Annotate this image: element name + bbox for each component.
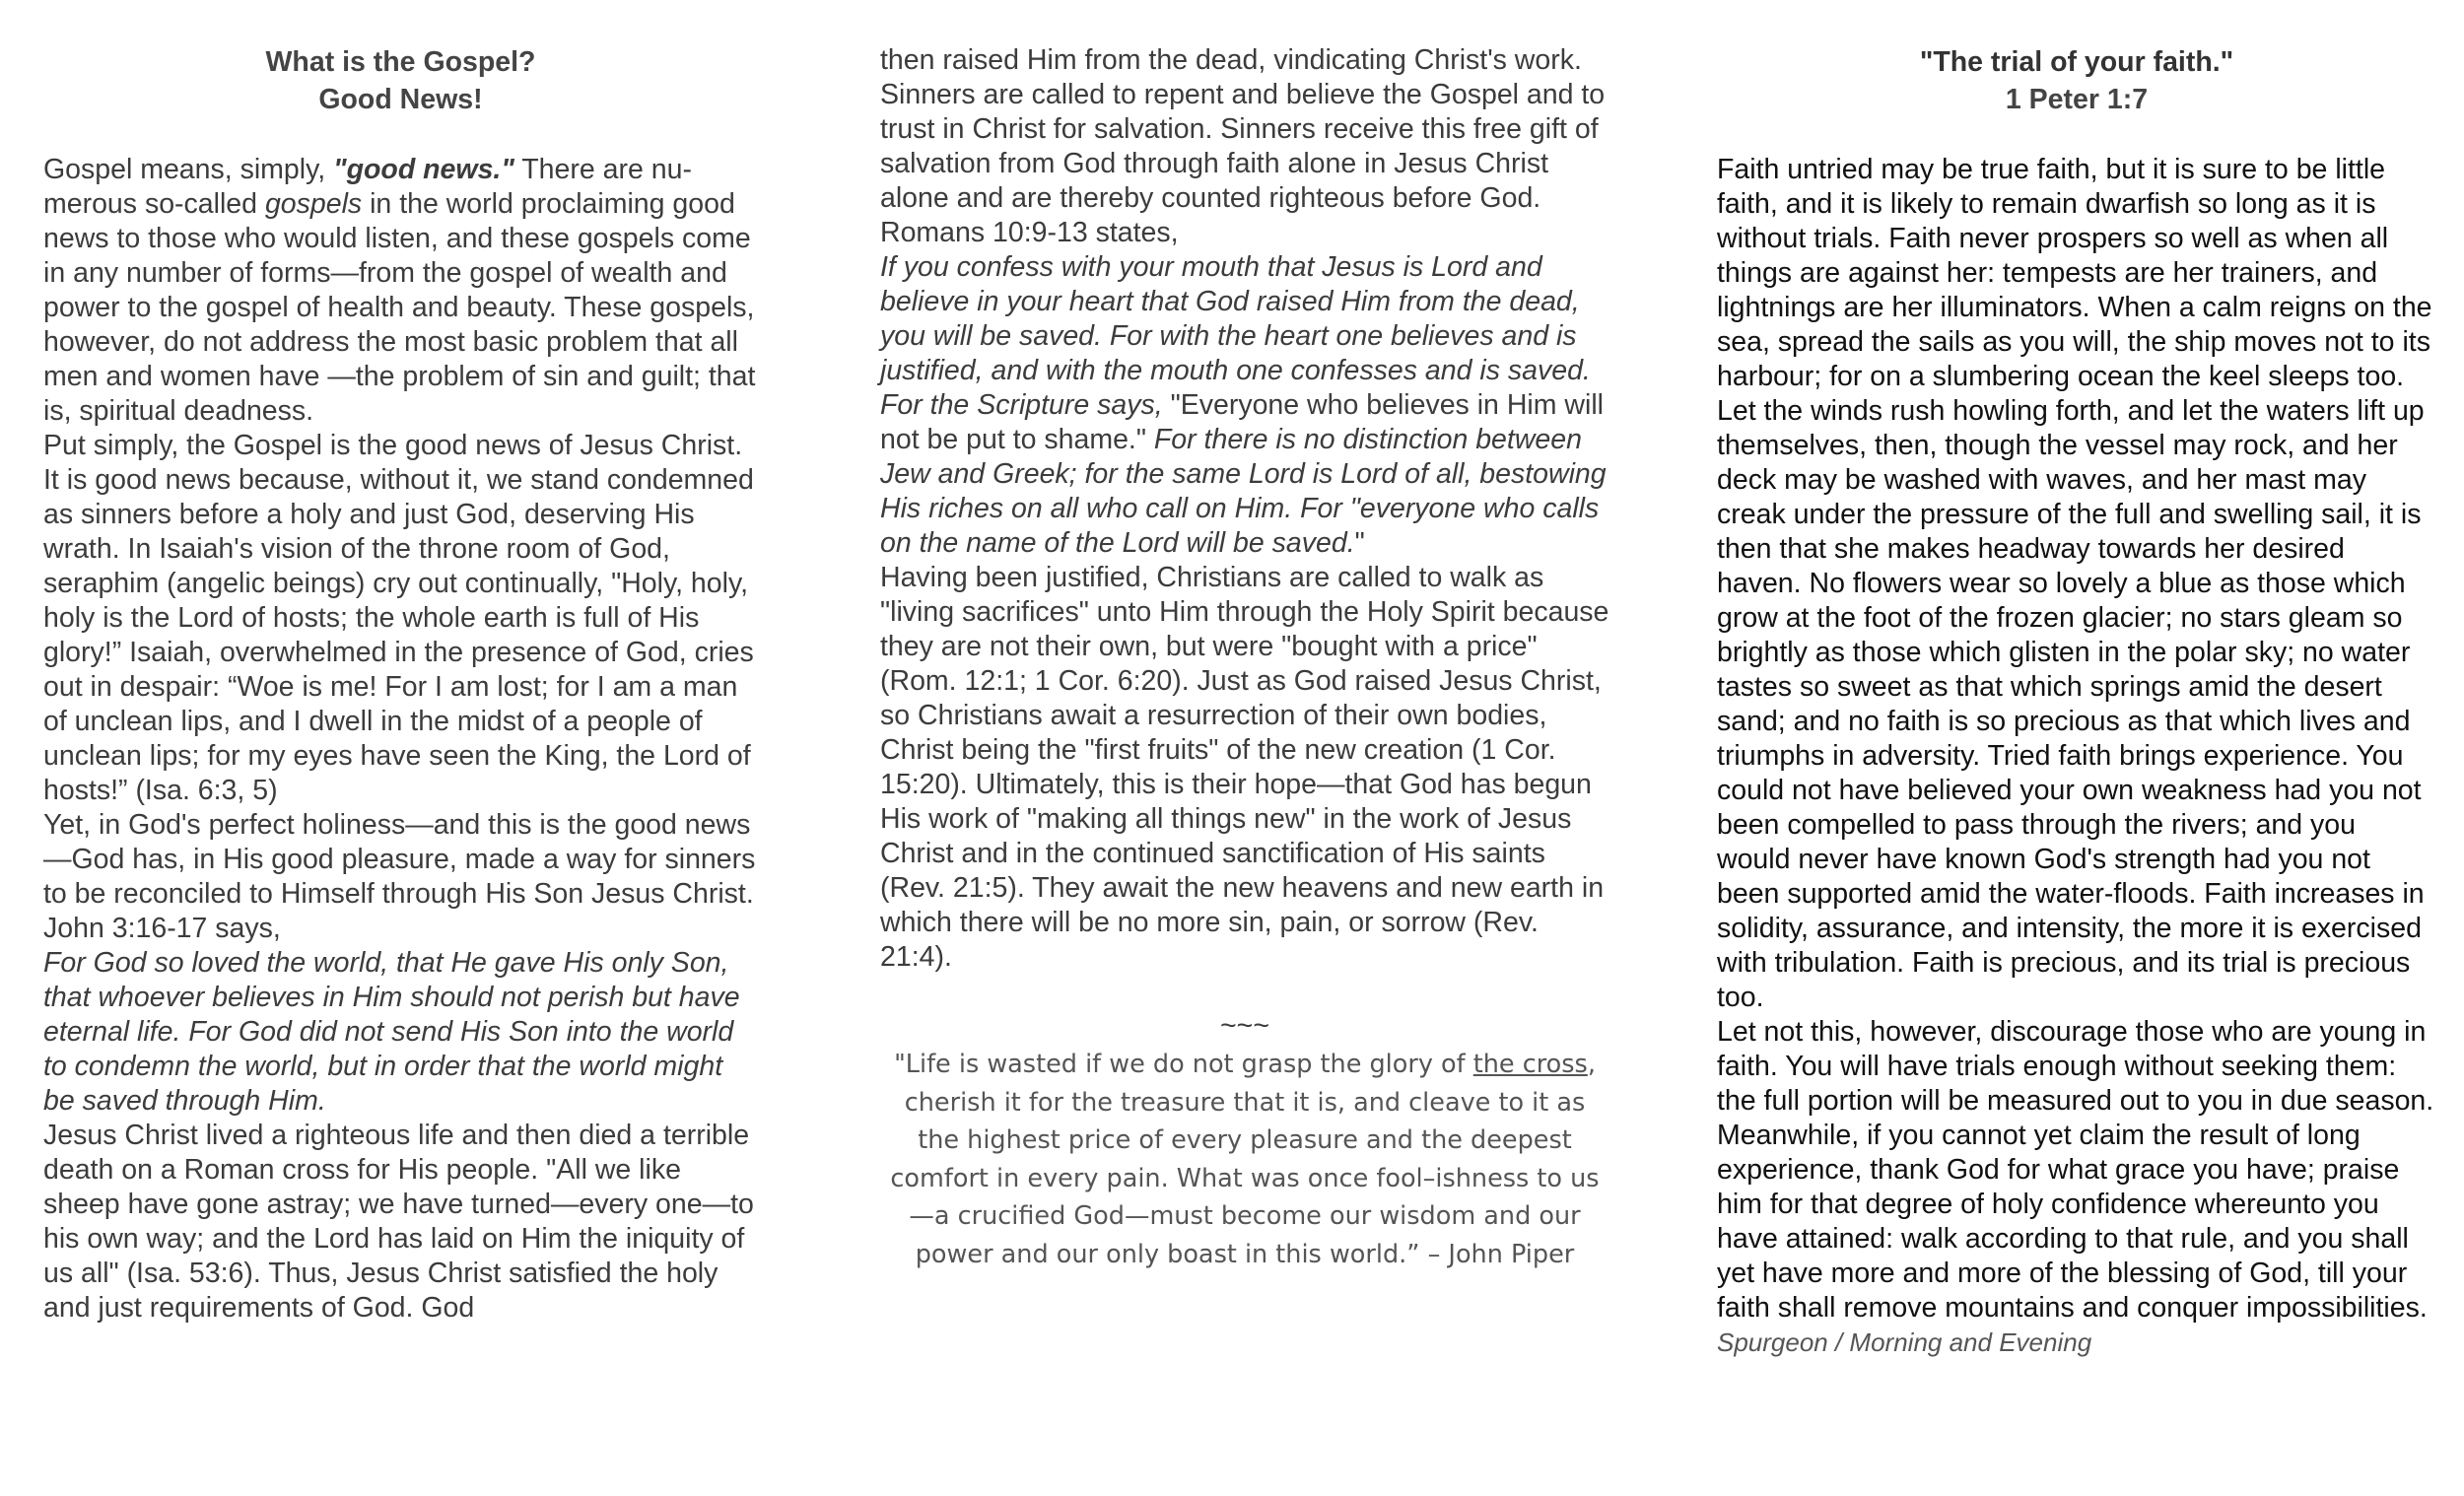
the-cross-link[interactable]: the cross — [1472, 1050, 1588, 1079]
paragraph: Faith untried may be true faith, but it is sure to be little faith, and it is likely to remain dwarfish so long as it is without trials. Faith never prospers so well as when all things are against her: tempests are her trainers, and lightnings are her illuminators. When a calm reigns on the sea, spread the sails as you will, the ship moves not to its harbour; for on a slumbering ocean the keel sleeps too. Let the winds rush howling forth, and let the waters lift up themselves, then, though the vessel may rock, and her deck may be washed with waves, and her mast may creak under the pressure of the full and swelling sail, it is then that she makes headway towards her desired haven. No flowers wear so lovely a blue as those which grow at the foot of the frozen glacier; no stars gleam so brightly as those which glisten in the polar sky; no water tastes so sweet as that which springs amid the desert sand; and no faith is so precious as that which lives and triumphs in adversity. Tried faith brings experience. You could not have believed your own weakness had you not been compelled to pass through the rivers; and you would never have known God's strength had you not been supported amid the water-floods. Faith increases in solidity, assurance, and intensity, the more it is exercised with tribulation. Faith is precious, and its trial is precious too. — [1717, 154, 2432, 1013]
emphasis-gospels: gospels — [264, 188, 363, 220]
emphasis-good-news: "good news." — [333, 154, 514, 185]
gospel-heading — [43, 43, 758, 118]
gospel-subtitle: Good News! — [318, 84, 483, 115]
paragraph — [43, 153, 758, 429]
piper-quote — [880, 1046, 1609, 1273]
scripture-romans-10 — [880, 250, 1609, 561]
text-run: " — [1135, 424, 1154, 455]
separator: ~~~ — [1220, 1010, 1269, 1042]
text-run: "Everyone who believes in Him will not be put to shame. — [880, 389, 1604, 455]
text-run: " — [1354, 527, 1365, 559]
paragraph: Put simply, the Gospel is the good news of Jesus Christ. It is good news because, without it, we stand condemned as sinners before a holy and just God, deserving His wrath. In Isaiah's vision of the throne room of God, seraphim (angelic beings) cry out continually, "Holy, holy, holy is the Lord of hosts; the whole earth is full of His glory!” Isaiah, overwhelmed in the presence of God, cries out in despair: “Woe is me! For I am lost; for I am a man of unclean lips, and I dwell in the midst of a people of unclean lips; for my eyes have seen the King, the Lord of hosts!” (Isa. 6:3, 5) — [43, 430, 754, 806]
text-run: , cherish it for the treasure that it is, and cleave to it as the highest price of every pleasure and the deepest comfort in every pain. What was once fool–ishness to us—a crucified God—must become our wisdom and our power and our only boast in this world.” – John Piper — [890, 1050, 1600, 1269]
paragraph: Let not this, however, discourage those who are young in faith. You will have trials enough without seeking them: the full portion will be measured out to you in due season. Meanwhile, if you cannot yet claim the result of long experience, thank God for what grace you have; praise him for that degree of holy confidence whereunto you have attained: walk according to that rule, and you shall yet have more and more of the blessing of God, till your faith shall remove mountains and conquer impossibilities. — [1717, 1016, 2434, 1324]
paragraph: Having been justified, Christians are called to walk as "living sacrifices" unto Him through the Holy Spirit because they are not their own, but were "bought with a price" (Rom. 12:1; 1 Cor. 6:20). Just as God raised Jesus Christ, so Christians await a resurrection of their own bodies, Christ being the "first fruits" of the new creation (1 Cor. 15:20). Ultimately, this is their hope—that God has begun His work of "making all things new" in the work of Jesus Christ and in the continued sanctification of His saints (Rev. 21:5). They await the new heavens and new earth in which there will be no more sin, pain, or sorrow (Rev. 21:4). — [880, 562, 1609, 973]
paragraph: Sinners are called to repent and believe the Gospel and to trust in Christ for salvation. Sinners receive this free gift of salvation from God through faith alone in Jesus Christ alone and are thereby counted righteous before God. Romans 10:9-13 states, — [880, 79, 1606, 248]
trial-heading — [1717, 43, 2436, 118]
trial-title: "The trial of your faith." — [1919, 46, 2234, 78]
attribution: Spurgeon / Morning and Evening — [1717, 1327, 2092, 1357]
paragraph: Jesus Christ lived a righteous life and then died a terrible death on a Roman cross for His people. "All we like sheep have gone astray; we have turned—every one—to his own way; and the Lord has laid on Him the iniquity of us all" (Isa. 53:6). Thus, Jesus Christ satisfied the holy and just requirements of God. God — [43, 1120, 754, 1324]
trial-reference: 1 Peter 1:7 — [2005, 84, 2149, 115]
text-run: in the world proclaiming good news to those who would listen, and these gospels come in any number of forms—from the gospel of wealth and power to the gospel of health and beauty. These gospels, however, do not address the most basic problem that all men and women have —the problem of sin and guilt; that is, spiritual deadness. — [43, 188, 756, 427]
text-run: Gospel means, simply, — [43, 154, 334, 185]
column-gospel-continued — [880, 43, 1609, 1273]
column-trial-of-faith — [1717, 43, 2436, 1360]
text-run: If you confess with your mouth that Jesus is Lord and believe in your heart that God raised Him from the dead, you will be saved. For with the heart one believes and is justified, and with the mouth one confesses and is saved. For the Scripture says, — [880, 251, 1591, 421]
paragraph: Yet, in God's perfect holiness—and this is the good news—God has, in His good pleasure, made a way for sinners to be reconciled to Himself through His Son Jesus Christ. John 3:16-17 says, — [43, 809, 756, 944]
text-run: "Life is wasted if we do not grasp the glory of — [894, 1050, 1473, 1079]
gospel-title: What is the Gospel? — [265, 46, 536, 78]
paragraph: then raised Him from the dead, vindicating Christ's work. — [880, 44, 1582, 76]
scripture-john-3-16: For God so loved the world, that He gave His only Son, that whoever believes in Him should not perish but have eternal life. For God did not send His Son into the world to condemn the world, but in order that the world might be saved through Him. — [43, 947, 740, 1117]
text-run: "everyone who calls on the name of the Lord will be saved. — [880, 493, 1600, 559]
column-gospel — [43, 43, 758, 1326]
text-run: There are numerous so-called — [43, 154, 692, 220]
text-run: For there is no distinction between Jew and Greek; for the same Lord is Lord of all, bestowing His riches on all who call on Him. For — [880, 424, 1607, 524]
